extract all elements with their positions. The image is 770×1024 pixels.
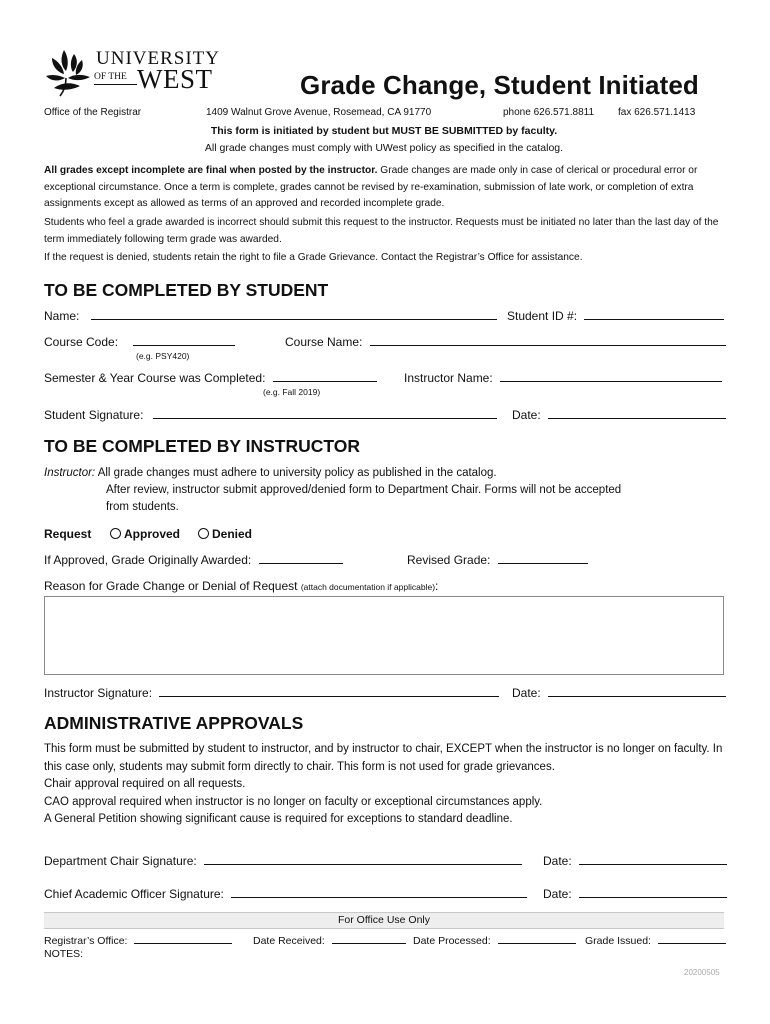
instructor-date-input-line[interactable]: [548, 686, 726, 697]
intro-line-1: This form is initiated by student but MUST BE SUBMITTED by faculty.: [210, 125, 558, 137]
student-id-input-line[interactable]: [584, 309, 724, 320]
course-code-hint: (e.g. PSY420): [136, 351, 190, 361]
course-name-field[interactable]: [285, 335, 726, 349]
office-use-bar: For Office Use Only: [44, 912, 724, 929]
logo-rule: [94, 84, 137, 85]
semester-field[interactable]: [44, 371, 377, 385]
student-signature-label: Student Signature:: [44, 408, 144, 422]
date-received-field[interactable]: [253, 934, 406, 947]
intro-paragraph-1-rest: Grade changes are made only in case of clerical or procedural error or exceptional circumstance. Once a term is complete, grades cannot be revised by re-examination, submission of late work, or completion of extra assignments except as allowed as terms of an approved and recorded incomplete grade.: [44, 165, 698, 209]
student-date-input-line[interactable]: [548, 408, 726, 419]
office-fax: fax 626.571.1413: [618, 107, 696, 118]
revised-grade-label: Revised Grade:: [407, 553, 491, 567]
admin-paragraph-1: This form must be submitted by student to instructor, and by instructor to chair, EXCEPT when the instructor is no longer on faculty. In this case only, students may submit form directly to chair. This form is not used for grade grievances.: [44, 743, 723, 773]
semester-hint: (e.g. Fall 2019): [263, 387, 321, 397]
student-section-heading: TO BE COMPLETED BY STUDENT: [44, 280, 329, 300]
instructor-note-line-2: After review, instructor submit approved/denied form to Department Chair. Forms will not be accepted: [106, 484, 622, 496]
reason-label: Reason for Grade Change or Denial of Request: [44, 579, 298, 593]
instructor-note-label: Instructor:: [44, 467, 96, 479]
course-name-input-line[interactable]: [370, 335, 726, 346]
date-processed-field[interactable]: [413, 934, 576, 947]
reason-textarea[interactable]: [44, 596, 724, 675]
cao-date-field[interactable]: [543, 887, 727, 901]
approved-radio-circle[interactable]: [110, 528, 121, 539]
admin-section-heading: ADMINISTRATIVE APPROVALS: [44, 713, 304, 733]
original-grade-field[interactable]: [44, 553, 343, 567]
course-code-field[interactable]: [44, 335, 235, 349]
name-field[interactable]: [44, 309, 497, 323]
instructor-name-field[interactable]: [404, 371, 722, 385]
instructor-note-line-3: from students.: [106, 501, 179, 513]
office-address: 1409 Walnut Grove Avenue, Rosemead, CA 91770: [206, 107, 432, 118]
revised-grade-field[interactable]: [407, 553, 588, 567]
denied-label: Denied: [212, 527, 253, 541]
intro-paragraph-3: If the request is denied, students retain the right to file a Grade Grievance. Contact the Registrar’s Office for assistance.: [44, 252, 583, 263]
cao-signature-field[interactable]: [44, 887, 527, 901]
request-row: [44, 527, 91, 541]
course-code-label: Course Code:: [44, 335, 119, 349]
chair-date-label: Date:: [543, 854, 572, 868]
cao-signature-label: Chief Academic Officer Signature:: [44, 887, 224, 901]
semester-label: Semester & Year Course was Completed:: [44, 371, 266, 385]
approved-label: Approved: [124, 527, 181, 541]
date-received-label: Date Received:: [253, 935, 325, 947]
chair-signature-field[interactable]: [44, 854, 522, 868]
logo-university-text: UNIVERSITY: [96, 48, 220, 69]
student-id-label: Student ID #:: [507, 309, 578, 323]
logo-of-the-text: OF THE: [94, 72, 127, 82]
original-grade-input-line[interactable]: [259, 553, 343, 564]
course-name-label: Course Name:: [285, 335, 363, 349]
instructor-note: [44, 465, 734, 516]
cao-signature-input-line[interactable]: [231, 887, 527, 898]
revised-grade-input-line[interactable]: [498, 553, 588, 564]
university-logo: [44, 44, 220, 100]
instructor-signature-label: Instructor Signature:: [44, 686, 153, 700]
instructor-signature-input-line[interactable]: [159, 686, 499, 697]
registrar-input-line[interactable]: [134, 934, 232, 944]
instructor-date-label: Date:: [512, 686, 541, 700]
grade-issued-input-line[interactable]: [658, 934, 726, 944]
date-received-input-line[interactable]: [332, 934, 406, 944]
admin-line-3: CAO approval required when instructor is no longer on faculty or exceptional circumstances apply.: [44, 795, 543, 808]
office-phone: phone 626.571.8811: [503, 107, 595, 118]
chair-date-field[interactable]: [543, 854, 727, 868]
registrar-label: Registrar’s Office:: [44, 935, 128, 947]
student-signature-input-line[interactable]: [153, 408, 497, 419]
student-date-field[interactable]: [512, 408, 726, 422]
intro-paragraph-1-bold: All grades except incomplete are final when posted by the instructor.: [44, 165, 378, 176]
registrar-field[interactable]: [44, 934, 232, 947]
admin-line-4: A General Petition showing significant cause is required for exceptions to standard deadline.: [44, 813, 513, 825]
request-label: Request: [44, 527, 92, 541]
grade-issued-field[interactable]: [585, 934, 726, 947]
chair-signature-label: Department Chair Signature:: [44, 854, 197, 868]
cao-date-input-line[interactable]: [579, 887, 727, 898]
admin-text: [44, 741, 724, 829]
instructor-date-field[interactable]: [512, 686, 726, 700]
chair-signature-input-line[interactable]: [204, 854, 522, 865]
intro-paragraph-1: [44, 163, 726, 213]
reason-label-row: [44, 579, 438, 593]
date-processed-input-line[interactable]: [498, 934, 576, 944]
instructor-name-label: Instructor Name:: [404, 371, 493, 385]
office-name: Office of the Registrar: [44, 107, 142, 118]
cao-date-label: Date:: [543, 887, 572, 901]
student-signature-field[interactable]: [44, 408, 497, 422]
logo-west-text: WEST: [137, 64, 213, 94]
student-id-field[interactable]: [507, 309, 724, 323]
instructor-signature-field[interactable]: [44, 686, 499, 700]
reason-colon: :: [435, 579, 439, 593]
admin-line-2: Chair approval required on all requests.: [44, 778, 246, 790]
reason-hint: (attach documentation if applicable): [300, 582, 436, 592]
form-title: Grade Change, Student Initiated: [300, 70, 699, 100]
student-date-label: Date:: [512, 408, 541, 422]
name-input-line[interactable]: [91, 309, 497, 320]
date-processed-label: Date Processed:: [413, 935, 491, 947]
instructor-name-input-line[interactable]: [500, 371, 722, 382]
instructor-section-heading: TO BE COMPLETED BY INSTRUCTOR: [44, 436, 360, 456]
semester-input-line[interactable]: [273, 371, 377, 382]
lotus-icon: [44, 44, 96, 100]
original-grade-label: If Approved, Grade Originally Awarded:: [44, 553, 252, 567]
name-label: Name:: [44, 309, 80, 323]
instructor-note-line-1: All grade changes must adhere to university policy as published in the catalog.: [97, 467, 497, 479]
intro-paragraph-2: Students who feel a grade awarded is incorrect should submit this request to the instructor. Requests must be initiated no later than the last day of the term immediately following term grade was awarded.: [44, 217, 719, 245]
notes-label: NOTES:: [44, 948, 84, 960]
chair-date-input-line[interactable]: [579, 854, 727, 865]
denied-radio-circle[interactable]: [198, 528, 209, 539]
course-code-input-line[interactable]: [133, 335, 235, 346]
denied-radio[interactable]: [198, 527, 252, 541]
approved-radio[interactable]: [110, 527, 180, 541]
intro-line-2: All grade changes must comply with UWest policy as specified in the catalog.: [204, 142, 564, 154]
grade-issued-label: Grade Issued:: [585, 935, 651, 947]
form-code: 20200505: [684, 968, 720, 977]
